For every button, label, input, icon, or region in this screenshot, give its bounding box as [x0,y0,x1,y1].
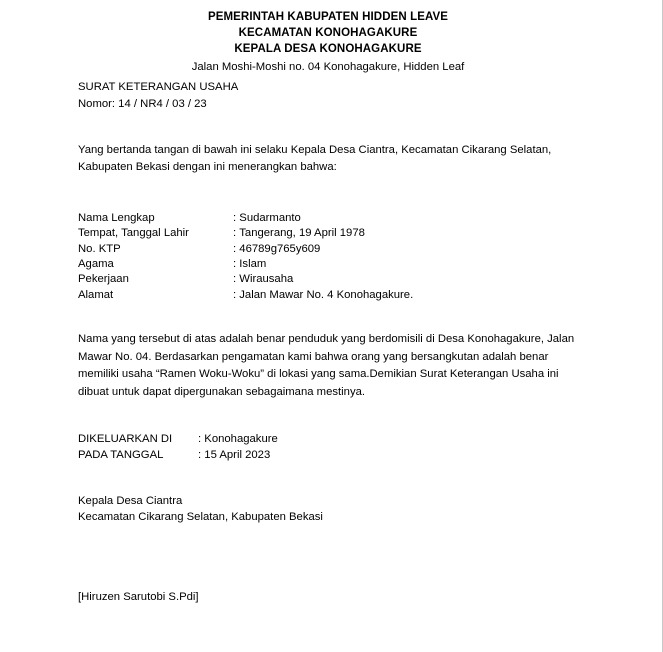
table-row [78,272,413,287]
table-row [78,431,278,447]
document-title: SURAT KETERANGAN USAHA [78,80,239,93]
identity-value [233,272,413,287]
document-number: Nomor: 14 / NR4 / 03 / 23 [78,97,207,110]
document-content [78,0,578,605]
identity-value [233,226,413,241]
issuance-value-text: Konohagakure [204,433,278,446]
identity-value [233,257,413,272]
signature-block [78,493,578,606]
signatory-role-line-1: Kepala Desa Ciantra [78,494,183,507]
identity-label: Nama Lengkap [78,211,155,224]
identity-label: Alamat [78,288,114,301]
identity-label: Pekerjaan [78,273,129,286]
table-row [78,226,413,241]
body-paragraph: Nama yang tersebut di atas adalah benar penduduk yang berdomisili di Desa Konohagakure, Jalan Mawar No. 04. Berdasarkan pengamatan kami bahwa orang yang bersangkutan adalah benar memiliki usaha “Ramen Woku-Woku” di lokasi yang sama.Demikian Surat Keterangan Usaha ini dibuat untuk dapat dipergunakan sebagaimana mestinya. [78,333,575,398]
identity-value-text: Jalan Mawar No. 4 Konohagakure. [239,288,414,301]
identity-value [233,242,413,257]
identity-separator: : [233,211,237,224]
issuance-label: DIKELUARKAN DI [78,433,173,446]
identity-table [78,211,413,303]
letterhead-line-village: KEPALA DESA KONOHAGAKURE [234,43,422,56]
identity-value [233,211,413,226]
document-title-block [78,79,578,113]
issuance-value [198,431,278,447]
identity-value-text: Tangerang, 19 April 1978 [239,227,365,240]
signatory-name: [Hiruzen Sarutobi S.Pdi] [78,591,199,604]
signature-space [78,525,578,589]
identity-label: Agama [78,258,114,271]
identity-separator: : [233,288,237,301]
identity-value-text: 46789g765y609 [239,242,321,255]
letterhead-line-government: PEMERINTAH KABUPATEN HIDDEN LEAVE [207,11,449,23]
table-row [78,257,413,272]
table-row [78,211,413,226]
letterhead-address: Jalan Moshi-Moshi no. 04 Konohagakure, Hidden Leaf [191,60,465,73]
issuance-separator: : [198,433,202,446]
identity-label: Tempat, Tanggal Lahir [78,227,189,240]
identity-separator: : [233,227,237,240]
letterhead-line-district: KECAMATAN KONOHAGAKURE [238,27,418,40]
issuance-label: PADA TANGGAL [78,449,164,462]
identity-value-text: Wirausaha [239,273,294,286]
identity-value [233,288,413,303]
identity-label: No. KTP [78,242,121,255]
signatory-role-line-2: Kecamatan Cikarang Selatan, Kabupaten Bekasi [78,510,323,523]
identity-separator: : [233,273,237,286]
issuance-value-text: 15 April 2023 [204,449,271,462]
issuance-table [78,431,278,463]
identity-value-text: Islam [239,258,267,271]
table-row [78,288,413,303]
issuance-separator: : [198,449,202,462]
intro-paragraph: Yang bertanda tangan di bawah ini selaku Kepala Desa Ciantra, Kecamatan Cikarang Selatan, Kabupaten Bekasi dengan ini menerangkan bahwa: [78,143,552,174]
letterhead [78,0,578,75]
issuance-value [198,447,278,463]
table-row [78,242,413,257]
identity-value-text: Sudarmanto [239,211,301,224]
identity-separator: : [233,258,237,271]
table-row [78,447,278,463]
identity-separator: : [233,242,237,255]
